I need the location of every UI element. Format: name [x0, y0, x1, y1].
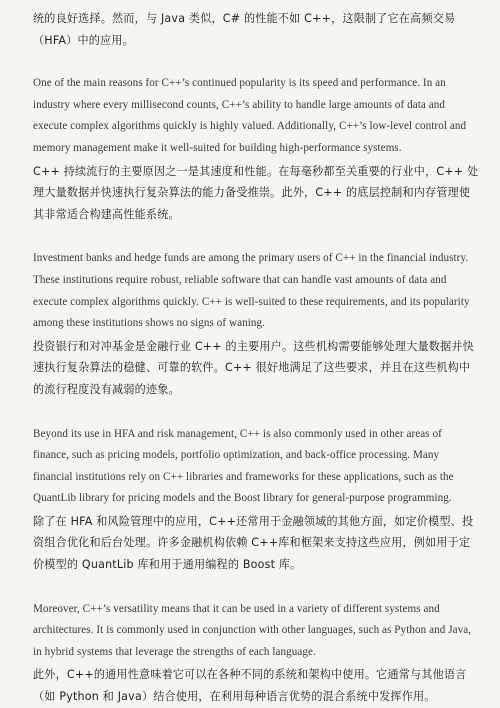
- paragraph-zh: 此外，C++的通用性意味着它可以在各种不同的系统和架构中使用。它通常与其他语言（如 Python 和 Java）结合使用，在利用每种语言优势的混合系统中发挥作用。: [33, 668, 467, 704]
- paragraph-en: Beyond its use in HFA and risk management, C++ is also commonly used in other areas of finance, such as pricing models, portfolio optimization, and back-office processing. Many financial institutions rely on C++ libraries and frameworks for these applications, such as the QuantLib library for pricing models and the Boost library for general-purpose programming.: [33, 427, 454, 505]
- section-other-finance-areas: [33, 424, 480, 576]
- section-investment-banks: [33, 248, 480, 400]
- paragraph-zh: 投资银行和对冲基金是金融行业 C++ 的主要用户。这些机构需要能够处理大量数据并快速执行复杂算法的稳健、可靠的软件。C++ 很好地满足了这些要求，并且在这些机构中的流行程度没有减弱的迹象。: [33, 339, 474, 396]
- intro-paragraph-zh: 统的良好选择。然而，与 Java 类似，C# 的性能不如 C++，这限制了它在高频交易（HFA）中的应用。: [33, 12, 456, 47]
- section-versatility: [33, 599, 480, 708]
- paragraph-en: Moreover, C++’s versatility means that it can be used in a variety of different systems and architectures. It is commonly used in conjunction with other languages, such as Python and Java, in hybrid systems that leverage the strengths of each language.: [33, 602, 472, 658]
- section-speed-performance: [33, 73, 480, 225]
- paragraph-zh: C++ 持续流行的主要原因之一是其速度和性能。在每毫秒都至关重要的行业中，C++ 处理大量数据并快速执行复杂算法的能力备受推崇。此外，C++ 的底层控制和内存管理使其非常适合构建高性能系统。: [33, 164, 479, 221]
- paragraph-en: Investment banks and hedge funds are among the primary users of C++ in the financial industry. These institutions require robust, reliable software that can handle vast amounts of data and execute complex algorithms quickly. C++ is well-suited to these requirements, and its popularity among these institutions shows no signs of waning.: [33, 252, 470, 330]
- paragraph-zh: 除了在 HFA 和风险管理中的应用，C++还常用于金融领域的其他方面，如定价模型、投资组合优化和后台处理。许多金融机构依赖 C++库和框架来支持这些应用，例如用于定价模型的 QuantLib 库和用于通用编程的 Boost 库。: [33, 514, 474, 572]
- paragraph-en: One of the main reasons for C++’s continued popularity is its speed and performance. In an industry where every millisecond counts, C++’s ability to handle large amounts of data and execute complex algorithms quickly is highly valued. Additionally, C++’s low-level control and memory management make it well-suited for building high-performance systems.: [33, 77, 467, 154]
